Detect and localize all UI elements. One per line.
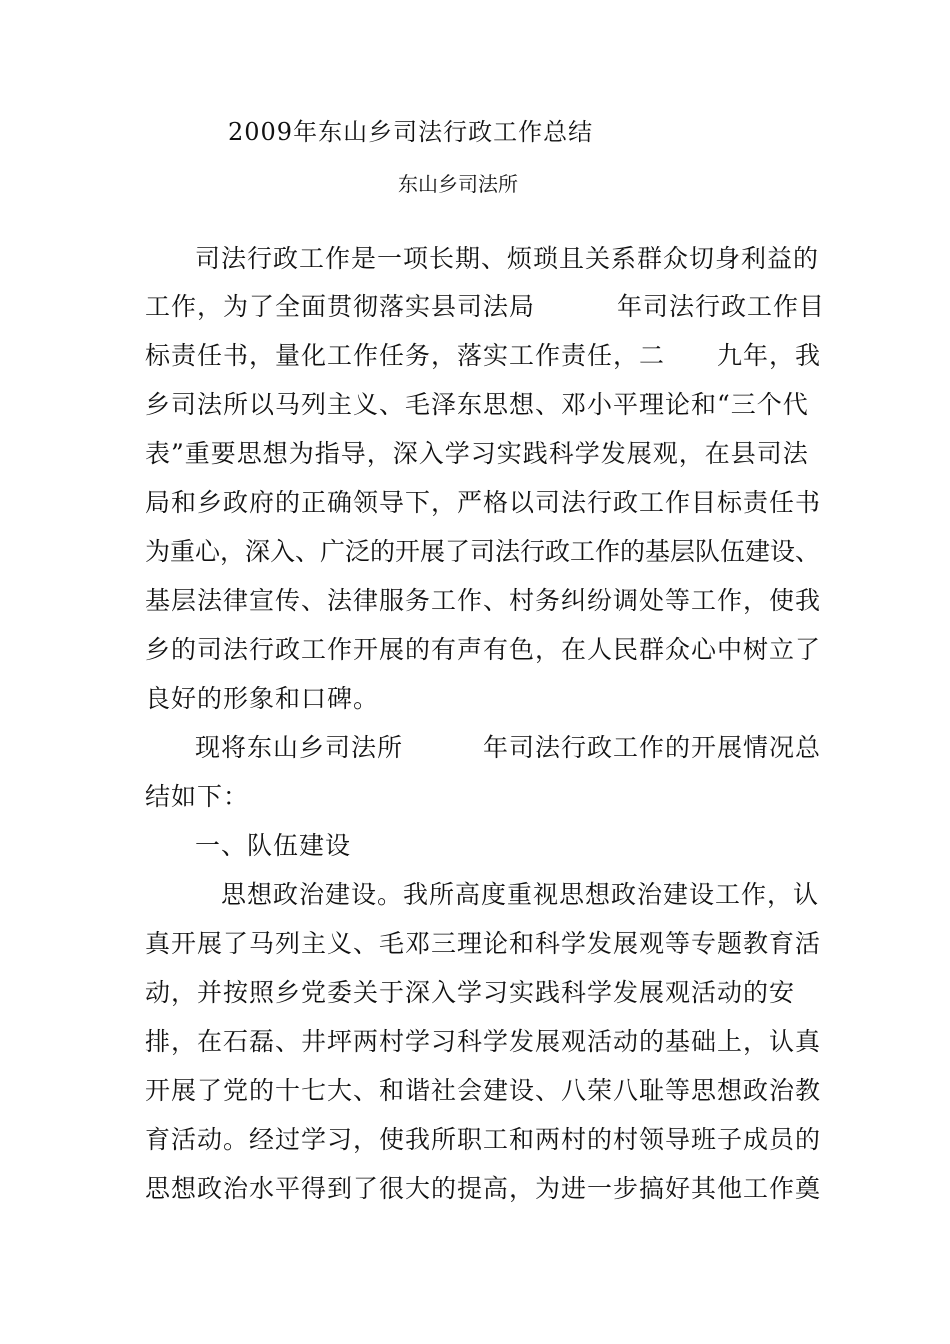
paragraph-line: 真开展了马列主义、毛邓三理论和科学发展观等专题教育活 — [145, 929, 822, 958]
paragraph-line: 思想政治建设。我所高度重视思想政治建设工作，认 — [221, 880, 820, 909]
paragraph-line: 工作，为了全面贯彻落实县司法局 年司法行政工作目 — [145, 292, 826, 321]
section-heading: 一、队伍建设 — [195, 831, 352, 860]
document-title: 2009年东山乡司法行政工作总结 — [228, 118, 594, 146]
paragraph-line: 动，并按照乡党委关于深入学习实践科学发展观活动的安 — [145, 978, 796, 1007]
paragraph-line: 结如下： — [145, 782, 250, 811]
document-subtitle: 东山乡司法所 — [398, 172, 518, 196]
paragraph-line: 育活动。经过学习，使我所职工和两村的村领导班子成员的 — [145, 1125, 822, 1154]
paragraph-line: 为重心，深入、广泛的开展了司法行政工作的基层队伍建设、 — [145, 537, 821, 566]
paragraph-line: 局和乡政府的正确领导下，严格以司法行政工作目标责任书 — [145, 488, 822, 517]
paragraph-line: 标责任书，量化工作任务，落实工作责任，二 九年，我 — [145, 341, 822, 370]
paragraph-line: 表”重要思想为指导，深入学习实践科学发展观，在县司法 — [145, 439, 809, 468]
paragraph-line: 排，在石磊、井坪两村学习科学发展观活动的基础上，认真 — [145, 1027, 822, 1056]
paragraph-line: 开展了党的十七大、和谐社会建设、八荣八耻等思想政治教 — [145, 1076, 822, 1105]
paragraph-line: 良好的形象和口碑。 — [145, 684, 380, 713]
paragraph-line: 乡的司法行政工作开展的有声有色，在人民群众心中树立了 — [145, 635, 822, 664]
paragraph-line: 现将东山乡司法所 年司法行政工作的开展情况总 — [195, 733, 822, 762]
paragraph-line: 思想政治水平得到了很大的提高，为进一步搞好其他工作奠 — [145, 1174, 822, 1203]
paragraph-line: 乡司法所以马列主义、毛泽东思想、邓小平理论和“三个代 — [145, 390, 809, 419]
paragraph-line: 基层法律宣传、法律服务工作、村务纠纷调处等工作，使我 — [145, 586, 822, 615]
paragraph-line: 司法行政工作是一项长期、烦琐且关系群众切身利益的 — [195, 244, 820, 273]
